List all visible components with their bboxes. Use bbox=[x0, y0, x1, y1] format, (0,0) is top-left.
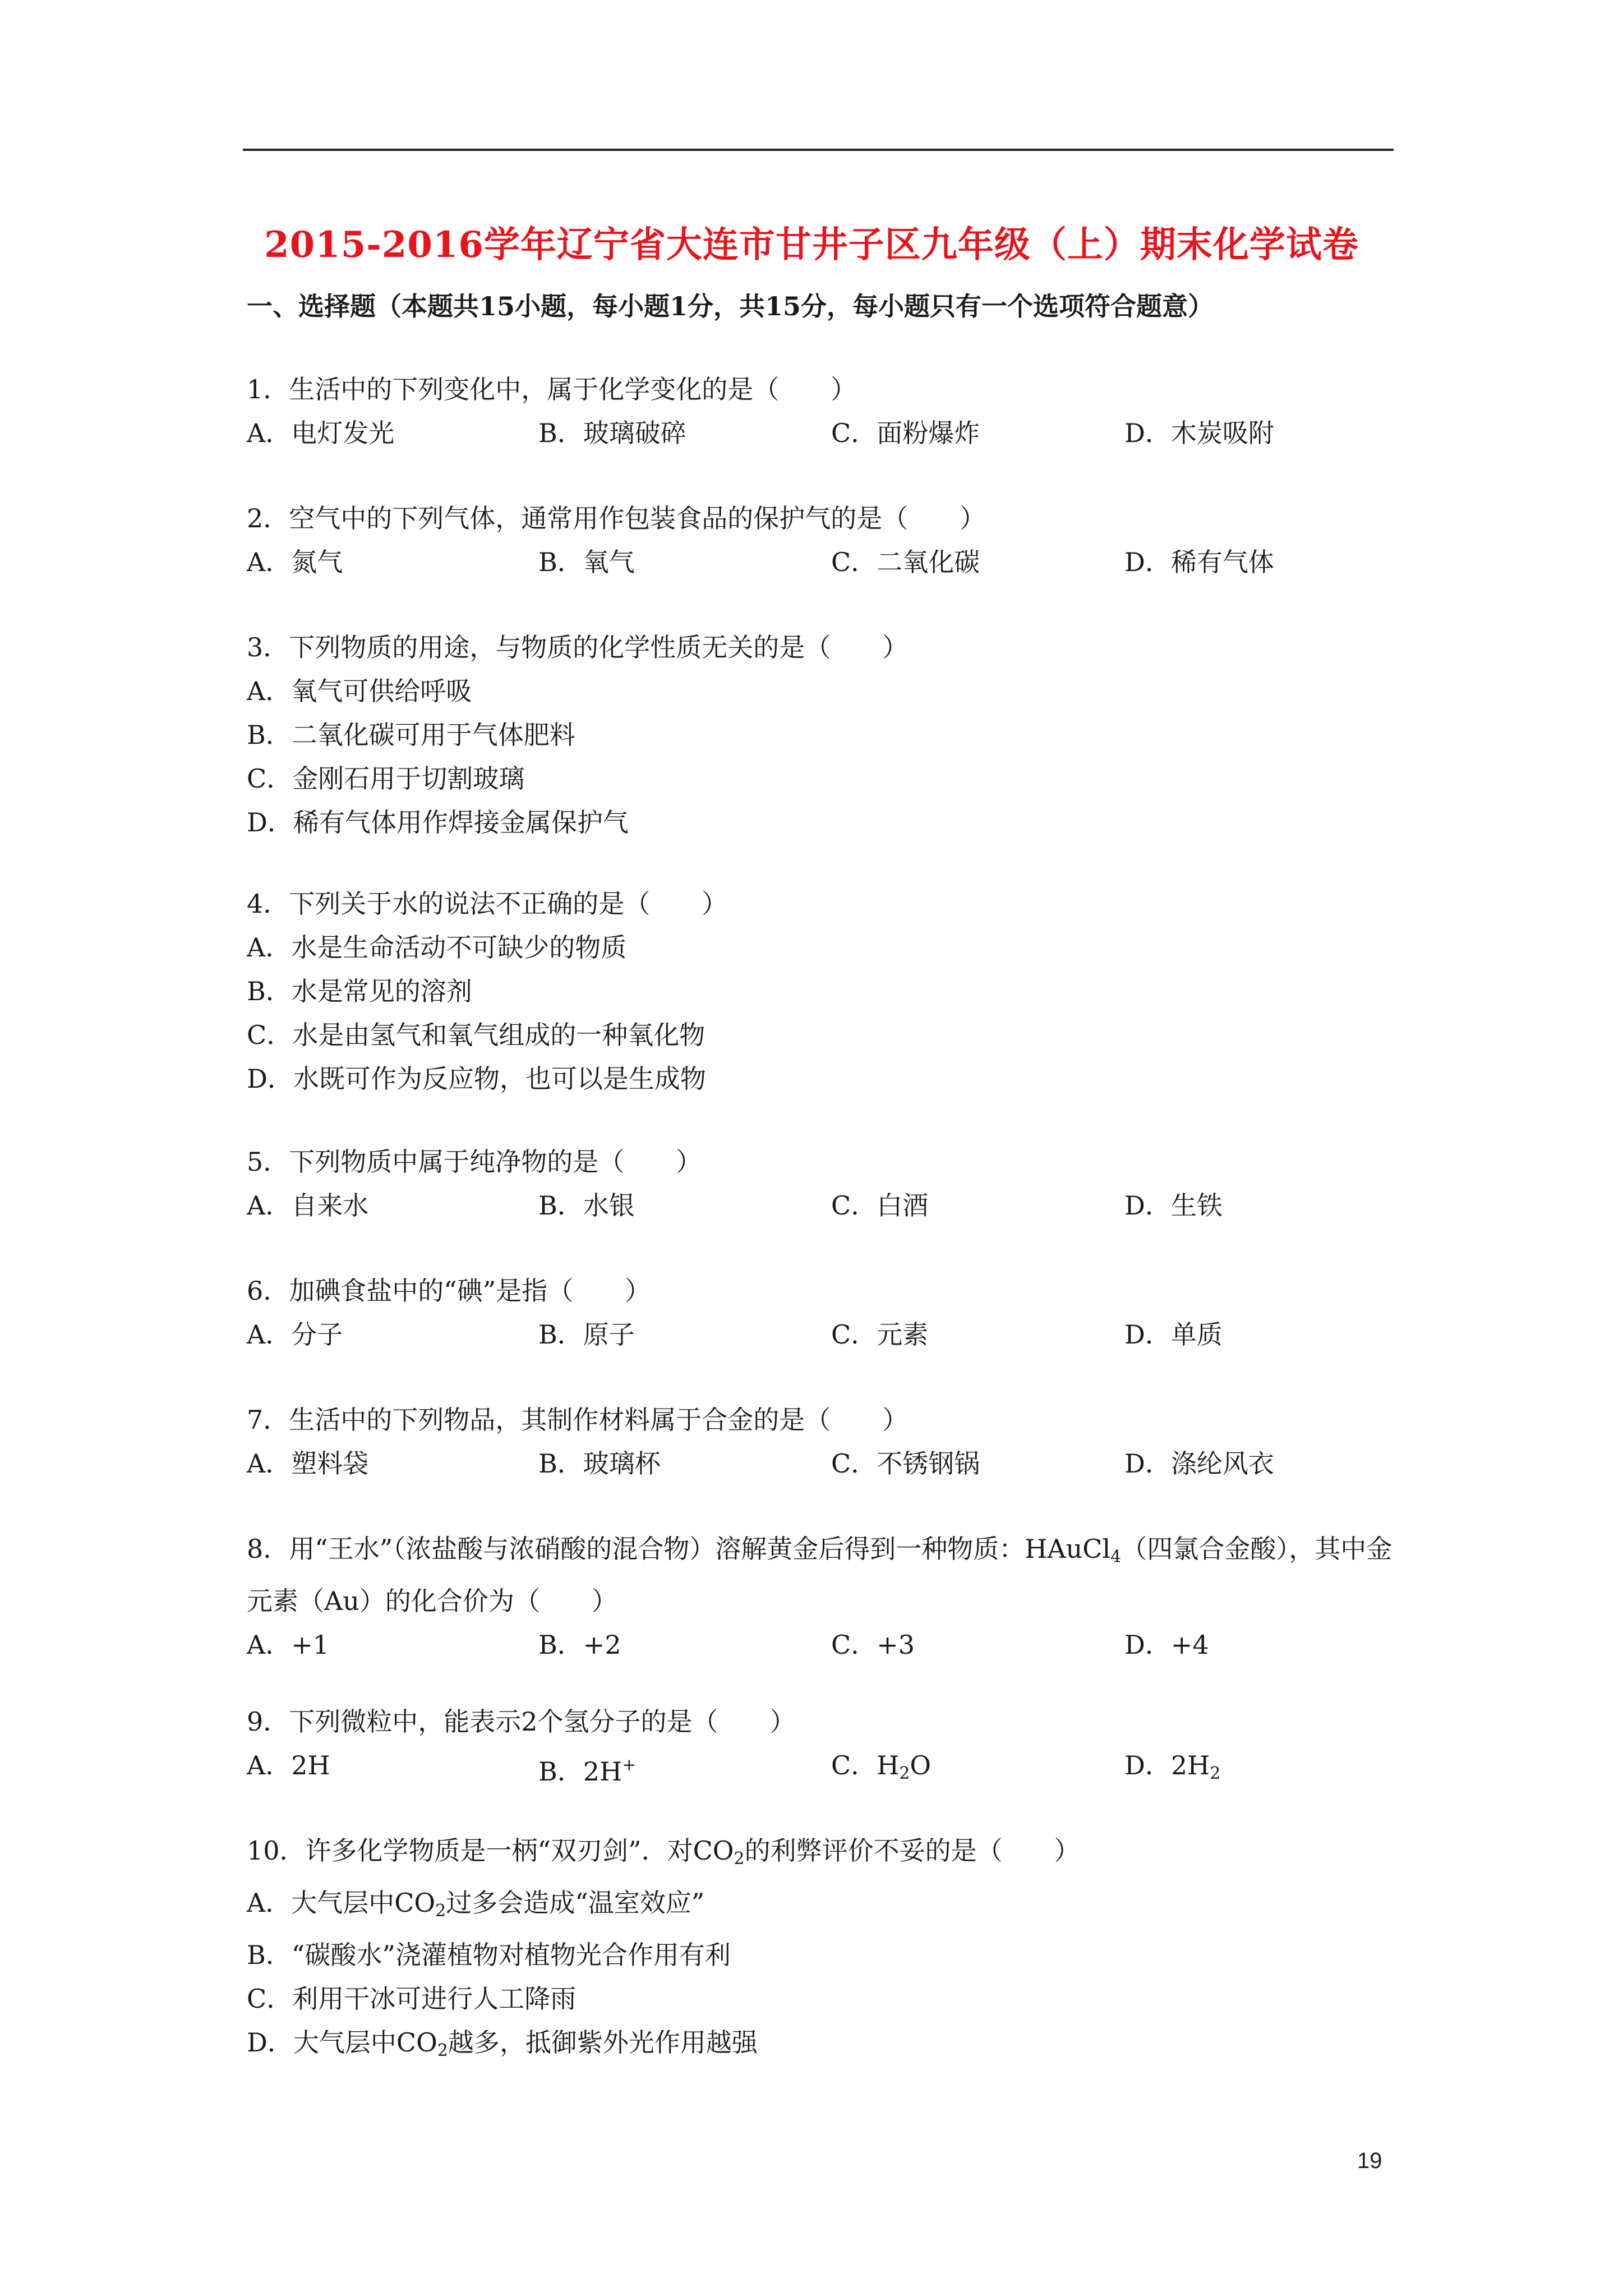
option-text: 过多会造成“温室效应” bbox=[446, 1888, 705, 1918]
superscript: + bbox=[622, 1755, 637, 1775]
question-stem: 6．加碘食盐中的“碘”是指（ ） bbox=[247, 1276, 651, 1306]
option-c: C．水是由氢气和氧气组成的一种氧化物 bbox=[247, 1020, 706, 1050]
question-7 bbox=[247, 1398, 1413, 1485]
option-b: B．+2 bbox=[538, 1630, 621, 1660]
option-b: B．“碳酸水”浇灌植物对植物光合作用有利 bbox=[247, 1940, 731, 1970]
option-a: A．水是生命活动不可缺少的物质 bbox=[247, 932, 627, 963]
question-stem: 3．下列物质的用途，与物质的化学性质无关的是（ ） bbox=[247, 632, 909, 662]
option-text: 越多，抵御紫外光作用越强 bbox=[448, 2027, 758, 2058]
option-c bbox=[831, 1743, 931, 1796]
header-rule bbox=[243, 149, 1394, 151]
option-b: B．水银 bbox=[538, 1190, 635, 1221]
stem-text: 的利弊评价不妥的是（ ） bbox=[744, 1835, 1080, 1866]
question-stem: 7．生活中的下列物品，其制作材料属于合金的是（ ） bbox=[247, 1405, 909, 1435]
option-text: D．2H bbox=[1124, 1750, 1210, 1780]
option-b: B．二氧化碳可用于气体肥料 bbox=[247, 720, 575, 750]
question-2 bbox=[247, 496, 1413, 584]
stem-text: 10．许多化学物质是一柄“双刃剑”．对CO bbox=[247, 1835, 734, 1866]
option-a bbox=[247, 1881, 1413, 1933]
option-b: B．水是常见的溶剂 bbox=[247, 976, 472, 1006]
option-d: D．生铁 bbox=[1124, 1190, 1223, 1221]
option-c: C．二氧化碳 bbox=[831, 547, 980, 577]
option-b: B．玻璃杯 bbox=[538, 1448, 661, 1479]
option-d bbox=[1124, 1743, 1220, 1796]
option-d: D．稀有气体用作焊接金属保护气 bbox=[247, 807, 629, 838]
option-d: D．涤纶风衣 bbox=[1124, 1448, 1274, 1479]
option-c: C．白酒 bbox=[831, 1190, 929, 1221]
option-text: B．2H bbox=[538, 1756, 623, 1787]
option-c: C．元素 bbox=[831, 1319, 929, 1350]
option-text: D．大气层中CO bbox=[247, 2027, 437, 2058]
question-10 bbox=[247, 1829, 1413, 2073]
option-a: A．分子 bbox=[247, 1319, 343, 1350]
question-stem: 4．下列关于水的说法不正确的是（ ） bbox=[247, 889, 728, 919]
option-c: C．不锈钢锅 bbox=[831, 1448, 980, 1479]
question-3 bbox=[247, 625, 1413, 844]
option-b: B．原子 bbox=[538, 1319, 635, 1350]
question-1 bbox=[247, 367, 1413, 455]
option-d: D．+4 bbox=[1124, 1630, 1209, 1660]
subscript: 2 bbox=[1210, 1764, 1221, 1783]
subscript: 2 bbox=[437, 2041, 448, 2060]
option-text: C．H bbox=[831, 1750, 900, 1780]
option-b: B．玻璃破碎 bbox=[538, 418, 686, 448]
option-a: A．氮气 bbox=[247, 547, 343, 577]
option-d: D．木炭吸附 bbox=[1124, 418, 1274, 448]
option-b bbox=[538, 1743, 636, 1793]
question-8 bbox=[247, 1527, 1413, 1667]
question-stem: 2．空气中的下列气体，通常用作包装食品的保护气的是（ ） bbox=[247, 503, 986, 533]
option-a: A．电灯发光 bbox=[247, 418, 395, 448]
question-6 bbox=[247, 1269, 1413, 1356]
option-a: A．氧气可供给呼吸 bbox=[247, 676, 472, 706]
option-c: C．面粉爆炸 bbox=[831, 418, 980, 448]
subscript: 2 bbox=[435, 1901, 446, 1921]
option-c: C．利用干冰可进行人工降雨 bbox=[247, 1984, 577, 2014]
question-stem: 9．下列微粒中，能表示2个氢分子的是（ ） bbox=[247, 1706, 796, 1737]
page-number: 19 bbox=[1357, 2148, 1382, 2173]
option-d: D．单质 bbox=[1124, 1319, 1223, 1350]
question-5 bbox=[247, 1140, 1413, 1227]
option-d: D．水既可作为反应物，也可以是生成物 bbox=[247, 1064, 706, 1094]
section-heading: 一、选择题（本题共15小题，每小题1分，共15分，每小题只有一个选项符合题意） bbox=[247, 291, 1214, 321]
question-stem bbox=[247, 1829, 1413, 1881]
stem-text: 8．用“王水”（浓盐酸与浓硝酸的混合物）溶解黄金后得到一种物质：HAuCl bbox=[247, 1534, 1111, 1564]
subscript: 4 bbox=[1110, 1547, 1122, 1567]
option-b: B．氧气 bbox=[538, 547, 635, 577]
question-4 bbox=[247, 882, 1413, 1101]
option-a: A．塑料袋 bbox=[247, 1448, 369, 1479]
option-a: A．自来水 bbox=[247, 1190, 369, 1221]
option-c: C．+3 bbox=[831, 1630, 915, 1660]
question-stem: 5．下列物质中属于纯净物的是（ ） bbox=[247, 1147, 702, 1177]
option-a: A．2H bbox=[247, 1750, 330, 1780]
subscript: 2 bbox=[734, 1849, 745, 1869]
page-title: 2015-2016学年辽宁省大连市甘井子区九年级（上）期末化学试卷 bbox=[264, 224, 1359, 266]
option-a: A．+1 bbox=[247, 1630, 330, 1660]
question-stem bbox=[247, 1527, 1413, 1623]
stem-text: （四氯合金酸），其中金元素（Au）的化合价为（ ） bbox=[247, 1534, 1393, 1616]
option-text: A．大气层中CO bbox=[247, 1888, 436, 1918]
option-c: C．金刚石用于切割玻璃 bbox=[247, 763, 525, 794]
question-9 bbox=[247, 1700, 1413, 1787]
subscript: 2 bbox=[899, 1764, 910, 1783]
option-d: D．稀有气体 bbox=[1124, 547, 1274, 577]
option-text: O bbox=[910, 1750, 932, 1780]
option-d bbox=[247, 2021, 1413, 2073]
question-stem: 1．生活中的下列变化中，属于化学变化的是（ ） bbox=[247, 374, 857, 404]
